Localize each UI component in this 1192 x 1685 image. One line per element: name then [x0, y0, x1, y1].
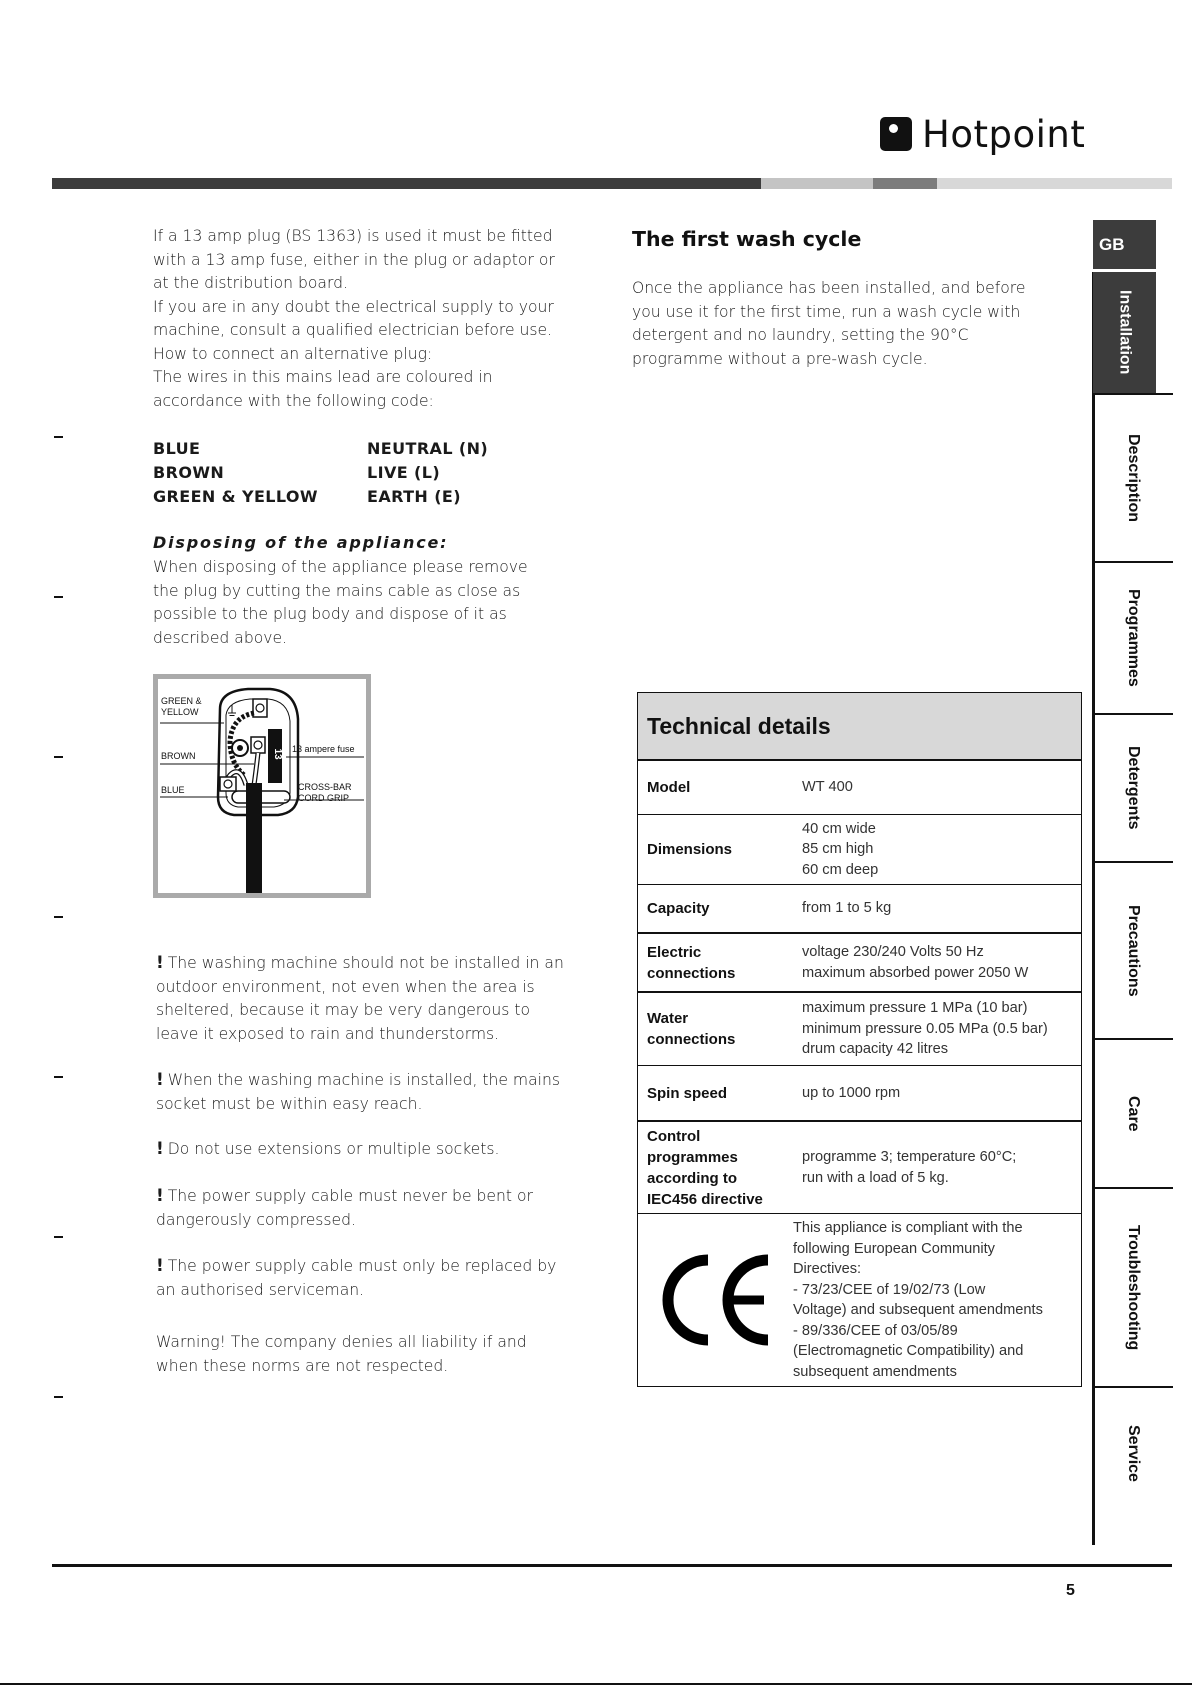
tab-label: Installation [1116, 290, 1134, 375]
text-line: The washing machine should not be installed in an [167, 954, 564, 972]
tab-service[interactable] [1093, 1388, 1173, 1518]
value-line: drum capacity 42 litres [802, 1041, 948, 1058]
row-value [802, 777, 1081, 798]
table-row [638, 993, 1081, 1066]
plug-instructions [153, 225, 613, 413]
text-line: How to connect an alternative plug: [153, 344, 433, 363]
margin-mark [54, 1076, 63, 1078]
row-label [638, 1008, 802, 1050]
text-line: outdoor environment, not even when the area is [156, 977, 535, 996]
tab-label: Troubleshooting [1125, 1224, 1142, 1351]
table-row [638, 815, 1081, 885]
warning-item [156, 1255, 616, 1302]
row-value [802, 1083, 1081, 1104]
warning-item [156, 952, 616, 1046]
text-line: described above. [153, 628, 288, 647]
wire-meaning: EARTH (E) [367, 487, 461, 506]
margin-mark [54, 436, 63, 438]
disposing-heading: Disposing of the appliance: [153, 533, 449, 552]
ce-mark-icon [638, 1254, 793, 1346]
header-bar-segment [937, 178, 1172, 189]
tab-label: Service [1125, 1424, 1142, 1482]
row-value [802, 1147, 1081, 1188]
tab-label: Detergents [1125, 746, 1142, 830]
disposing-text [153, 556, 593, 650]
plug-illustration [158, 679, 366, 893]
first-wash-text [632, 277, 1092, 371]
first-wash-title: The first wash cycle [632, 227, 862, 251]
row-label [638, 898, 802, 919]
text-line: The wires in this mains lead are coloured in [153, 368, 493, 386]
text-line: If you are in any doubt the electrical supply to your [153, 297, 554, 316]
value-line: - 73/23/CEE of 19/02/73 (Low [793, 1281, 986, 1298]
row-label [638, 942, 802, 984]
text-line: socket must be within easy reach. [156, 1094, 423, 1113]
liability-warning [156, 1331, 616, 1378]
tab-detergents[interactable] [1093, 715, 1173, 861]
wire-meaning: NEUTRAL (N) [367, 439, 489, 458]
wire-row [153, 485, 488, 509]
value-line: 85 cm high [802, 841, 874, 858]
table-row [638, 885, 1081, 934]
value-line: 40 cm wide [802, 820, 876, 837]
exclamation-icon: ! [156, 1256, 164, 1276]
technical-details-title: Technical details [638, 693, 1081, 761]
text-line: Once the appliance has been installed, and before [632, 279, 1026, 297]
row-value [802, 998, 1081, 1060]
value-line: programme 3; temperature 60°C; [802, 1149, 1017, 1165]
label-line: connections [647, 964, 736, 982]
exclamation-icon: ! [156, 1139, 164, 1159]
value-line: WT 400 [802, 779, 853, 796]
tab-label: Care [1125, 1095, 1142, 1132]
label-line: programmes [647, 1148, 738, 1166]
text-line: When the washing machine is installed, the mains [167, 1071, 560, 1089]
text-line: Warning! The company denies all liability if and [156, 1333, 527, 1351]
margin-mark [54, 1396, 63, 1398]
label-line: Water [647, 1010, 689, 1027]
margin-mark [54, 756, 63, 758]
warning-item [156, 1069, 616, 1116]
text-line: sheltered, because it may be very dangerous to [156, 1001, 531, 1019]
tab-precautions[interactable] [1093, 863, 1173, 1038]
value-line: This appliance is compliant with the [793, 1220, 1023, 1236]
row-value [802, 898, 1081, 919]
row-value [802, 942, 1081, 983]
label-line: Spin speed [647, 1084, 728, 1102]
label-blue: BLUE [161, 785, 185, 795]
wire-colour: BROWN [153, 463, 225, 482]
wire-meaning: LIVE (L) [367, 463, 441, 482]
wire-row [153, 461, 488, 485]
warning-item [156, 1185, 616, 1232]
text-line: The power supply cable must only be replaced by [167, 1257, 557, 1275]
table-row [638, 934, 1081, 993]
wire-row [153, 437, 488, 461]
mains-cable [246, 783, 262, 893]
row-label [638, 1083, 802, 1104]
tab-installation[interactable] [1093, 272, 1156, 393]
language-tab[interactable]: GB [1093, 220, 1156, 269]
text-line: If a 13 amp plug (BS 1363) is used it must be fitted [153, 227, 553, 245]
text-line: Do not use extensions or multiple sockets. [167, 1140, 500, 1158]
value-line: maximum pressure 1 MPa (10 bar) [802, 1000, 1028, 1017]
fuse-marking: 13 [272, 748, 283, 760]
value-line: 60 cm deep [802, 861, 879, 878]
header-bar-segment [761, 178, 873, 189]
text-line: machine, consult a qualified electrician before use. [153, 321, 553, 339]
table-row [638, 1122, 1081, 1214]
label-line: connections [647, 1031, 736, 1048]
text-line: at the distribution board. [153, 274, 348, 292]
brand-logo [880, 112, 1085, 156]
text-line: when these norms are not respected. [156, 1356, 449, 1375]
label-line: Electric [647, 943, 702, 961]
tab-care[interactable] [1093, 1040, 1173, 1187]
label-line: Control [647, 1127, 701, 1145]
label-line: Dimensions [647, 841, 733, 858]
value-line: up to 1000 rpm [802, 1084, 901, 1101]
warning-item [156, 1138, 616, 1162]
text-line: accordance with the following code: [153, 391, 434, 410]
value-line: run with a load of 5 kg. [802, 1169, 949, 1186]
value-line: (Electromagnetic Compatibility) and [793, 1343, 1024, 1359]
tab-label: Precautions [1125, 904, 1142, 997]
value-line: maximum absorbed power 2050 W [802, 964, 1029, 981]
text-line: you use it for the first time, run a wash cycle with [632, 302, 1021, 321]
text-line: an authorised serviceman. [156, 1280, 365, 1299]
label-crossbar: CORD GRIP [298, 793, 350, 803]
value-line: subsequent amendments [793, 1363, 957, 1380]
text-line: detergent and no laundry, setting the 90°C [632, 326, 969, 344]
value-line: minimum pressure 0.05 MPa (0.5 bar) [802, 1020, 1048, 1037]
page-number: 5 [1066, 1582, 1075, 1599]
wire-colour-code [153, 437, 488, 509]
tab-programmes[interactable] [1093, 563, 1173, 713]
value-line: following European Community [793, 1240, 995, 1257]
text-line: The power supply cable must never be bent or [167, 1187, 533, 1205]
hotpoint-logo-icon [880, 117, 912, 151]
label-line: Model [647, 779, 691, 796]
margin-mark [54, 1236, 63, 1238]
footer-rule [52, 1564, 1172, 1567]
label-green-yellow: YELLOW [161, 707, 199, 717]
brand-name: Hotpoint [922, 112, 1086, 156]
label-green-yellow: GREEN & [161, 696, 202, 706]
label-line: Capacity [647, 900, 710, 917]
text-line: possible to the plug body and dispose of it as [153, 605, 507, 623]
value-line: Directives: [793, 1261, 862, 1277]
text-line: the plug by cutting the mains cable as close as [153, 581, 521, 600]
tab-troubleshooting[interactable] [1093, 1189, 1173, 1386]
value-line: Voltage) and subsequent amendments [793, 1302, 1043, 1318]
exclamation-icon: ! [156, 953, 164, 973]
ce-compliance-text [793, 1218, 1081, 1382]
exclamation-icon: ! [156, 1186, 164, 1206]
table-row [638, 761, 1081, 815]
text-line: programme without a pre-wash cycle. [632, 349, 928, 368]
tab-description[interactable] [1093, 395, 1173, 562]
row-value [802, 819, 1081, 881]
tab-label: Programmes [1125, 589, 1142, 687]
text-line: with a 13 amp fuse, either in the plug or adaptor or [153, 250, 555, 269]
label-brown: BROWN [161, 751, 196, 761]
exclamation-icon: ! [156, 1070, 164, 1090]
label-line: according to [647, 1169, 738, 1187]
header-bar-segment [52, 178, 761, 189]
wire-colour: GREEN & YELLOW [153, 487, 318, 506]
table-row-ce [638, 1214, 1081, 1386]
row-label [638, 777, 802, 798]
label-line: IEC456 directive [647, 1190, 763, 1208]
label-fuse: 13 ampere fuse [292, 744, 355, 754]
table-row [638, 1066, 1081, 1122]
technical-details-table [637, 692, 1082, 1387]
value-line: from 1 to 5 kg [802, 900, 892, 917]
text-line: dangerously compressed. [156, 1210, 356, 1229]
row-label [638, 839, 802, 860]
value-line: voltage 230/240 Volts 50 Hz [802, 944, 984, 960]
label-crossbar: CROSS-BAR [298, 782, 352, 792]
text-line: leave it exposed to rain and thunderstorms. [156, 1024, 500, 1043]
header-bar-segment [873, 178, 937, 189]
wire-colour: BLUE [153, 439, 201, 458]
plug-wiring-diagram [153, 674, 371, 898]
text-line: When disposing of the appliance please remove [153, 558, 528, 576]
value-line: - 89/336/CEE of 03/05/89 [793, 1322, 958, 1339]
margin-mark [54, 916, 63, 918]
row-label [638, 1126, 802, 1210]
tab-label: Description [1125, 434, 1142, 523]
margin-mark [54, 596, 63, 598]
ce-mark-svg [660, 1254, 772, 1346]
